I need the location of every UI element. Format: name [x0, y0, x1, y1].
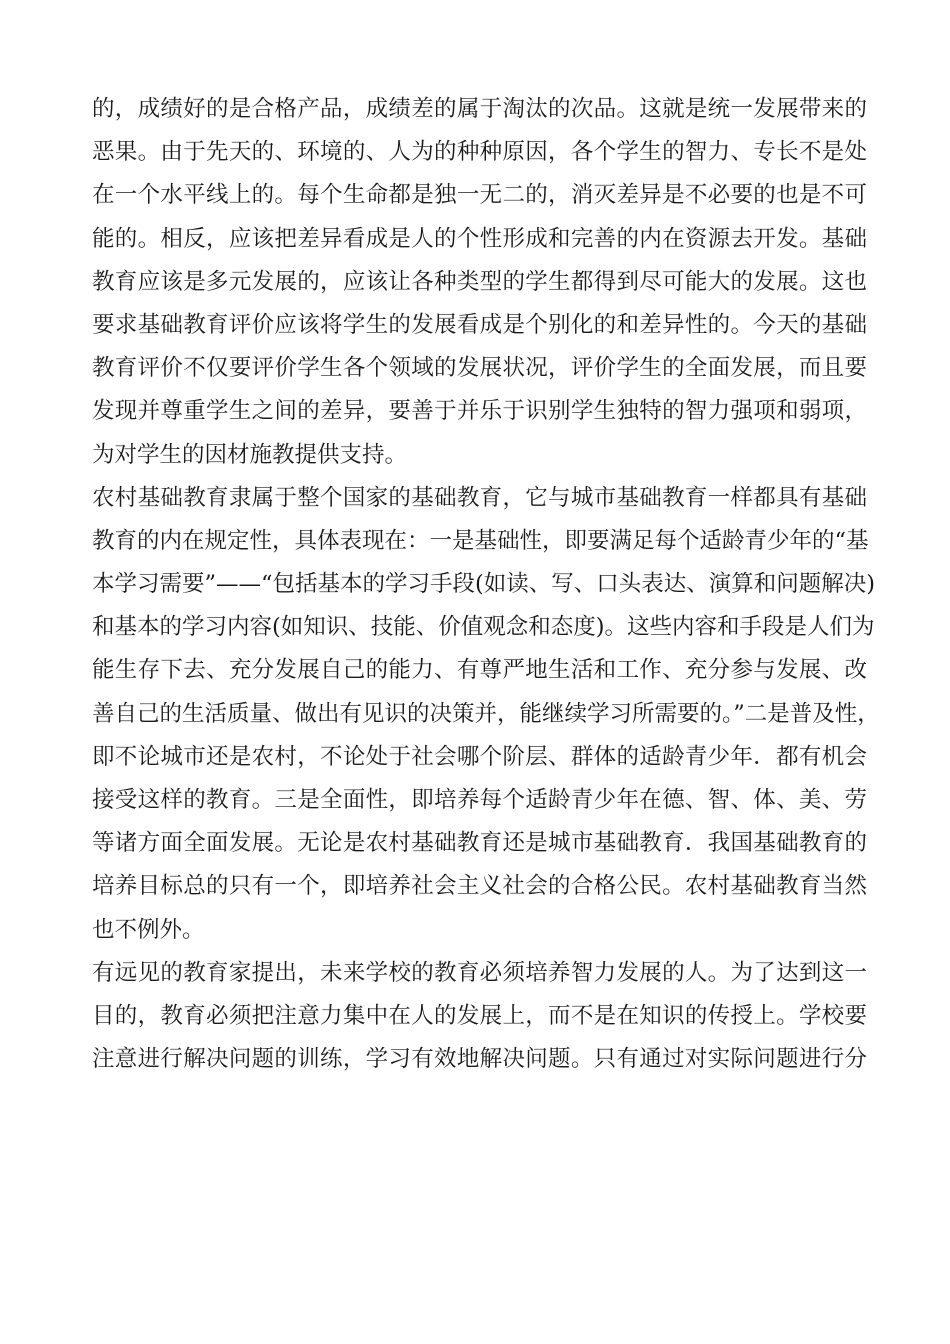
text-line: 发现并尊重学生之间的差异，要善于并乐于识别学生独特的智力强项和弱项， [92, 398, 867, 425]
text-line: 善自己的生活质量、做出有见识的决策并，能继续学习所需要的。”二是普及性， [92, 700, 880, 727]
text-line: 目的，教育必须把注意力集中在人的发展上，而不是在知识的传授上。学校要 [92, 1002, 867, 1029]
text-line: 教育的内在规定性，具体表现在：一是基础性，即要满足每个适龄青少年的“基 [92, 527, 869, 554]
text-line: 也不例外。 [92, 916, 205, 943]
text-line: 为对学生的因材施教提供支持。 [92, 441, 408, 468]
text-line: 培养目标总的只有一个，即培养社会主义社会的合格公民。农村基础教育当然 [92, 873, 867, 900]
text-line: 要求基础教育评价应该将学生的发展看成是个别化的和差异性的。今天的基础 [92, 311, 867, 338]
text-line: 即不论城市还是农村，不论处于社会哪个阶层、群体的适龄青少年．都有机会 [92, 743, 867, 770]
text-line: 恶果。由于先天的、环境的、人为的种种原因，各个学生的智力、专长不是处 [92, 139, 867, 166]
text-line: 农村基础教育隶属于整个国家的基础教育，它与城市基础教育一样都具有基础 [92, 484, 867, 511]
text-line: 本学习需要”——“包括基本的学习手段(如读、写、口头表达、演算和问题解决) [92, 571, 876, 598]
text-line: 在一个水平线上的。每个生命都是独一无二的，消灭差异是不必要的也是不可 [92, 182, 867, 209]
paragraph-1 [92, 88, 867, 477]
text-line: 教育评价不仅要评价学生各个领域的发展状况，评价学生的全面发展，而且要 [92, 355, 867, 382]
text-line: 能生存下去、充分发展自己的能力、有尊严地生活和工作、充分参与发展、改 [92, 657, 867, 684]
paragraph-2 [92, 477, 880, 952]
text-line: 的，成绩好的是合格产品，成绩差的属于淘汰的次品。这就是统一发展带来的 [92, 96, 867, 122]
text-line: 能的。相反，应该把差异看成是人的个性形成和完善的内在资源去开发。基础 [92, 225, 867, 252]
text-line: 教育应该是多元发展的，应该让各种类型的学生都得到尽可能大的发展。这也 [92, 268, 867, 295]
text-line: 和基本的学习内容(如知识、技能、价值观念和态度)。这些内容和手段是人们为 [92, 614, 875, 641]
text-line: 注意进行解决问题的训练，学习有效地解决问题。只有通过对实际问题进行分 [92, 1046, 867, 1073]
document-body [92, 88, 880, 1081]
paragraph-3 [92, 952, 867, 1082]
text-line: 等诸方面全面发展。无论是农村基础教育还是城市基础教育．我国基础教育的 [92, 830, 867, 857]
text-line: 接受这样的教育。三是全面性，即培养每个适龄青少年在德、智、体、美、劳 [92, 787, 867, 813]
text-line: 有远见的教育家提出，未来学校的教育必须培养智力发展的人。为了达到这一 [92, 959, 867, 986]
